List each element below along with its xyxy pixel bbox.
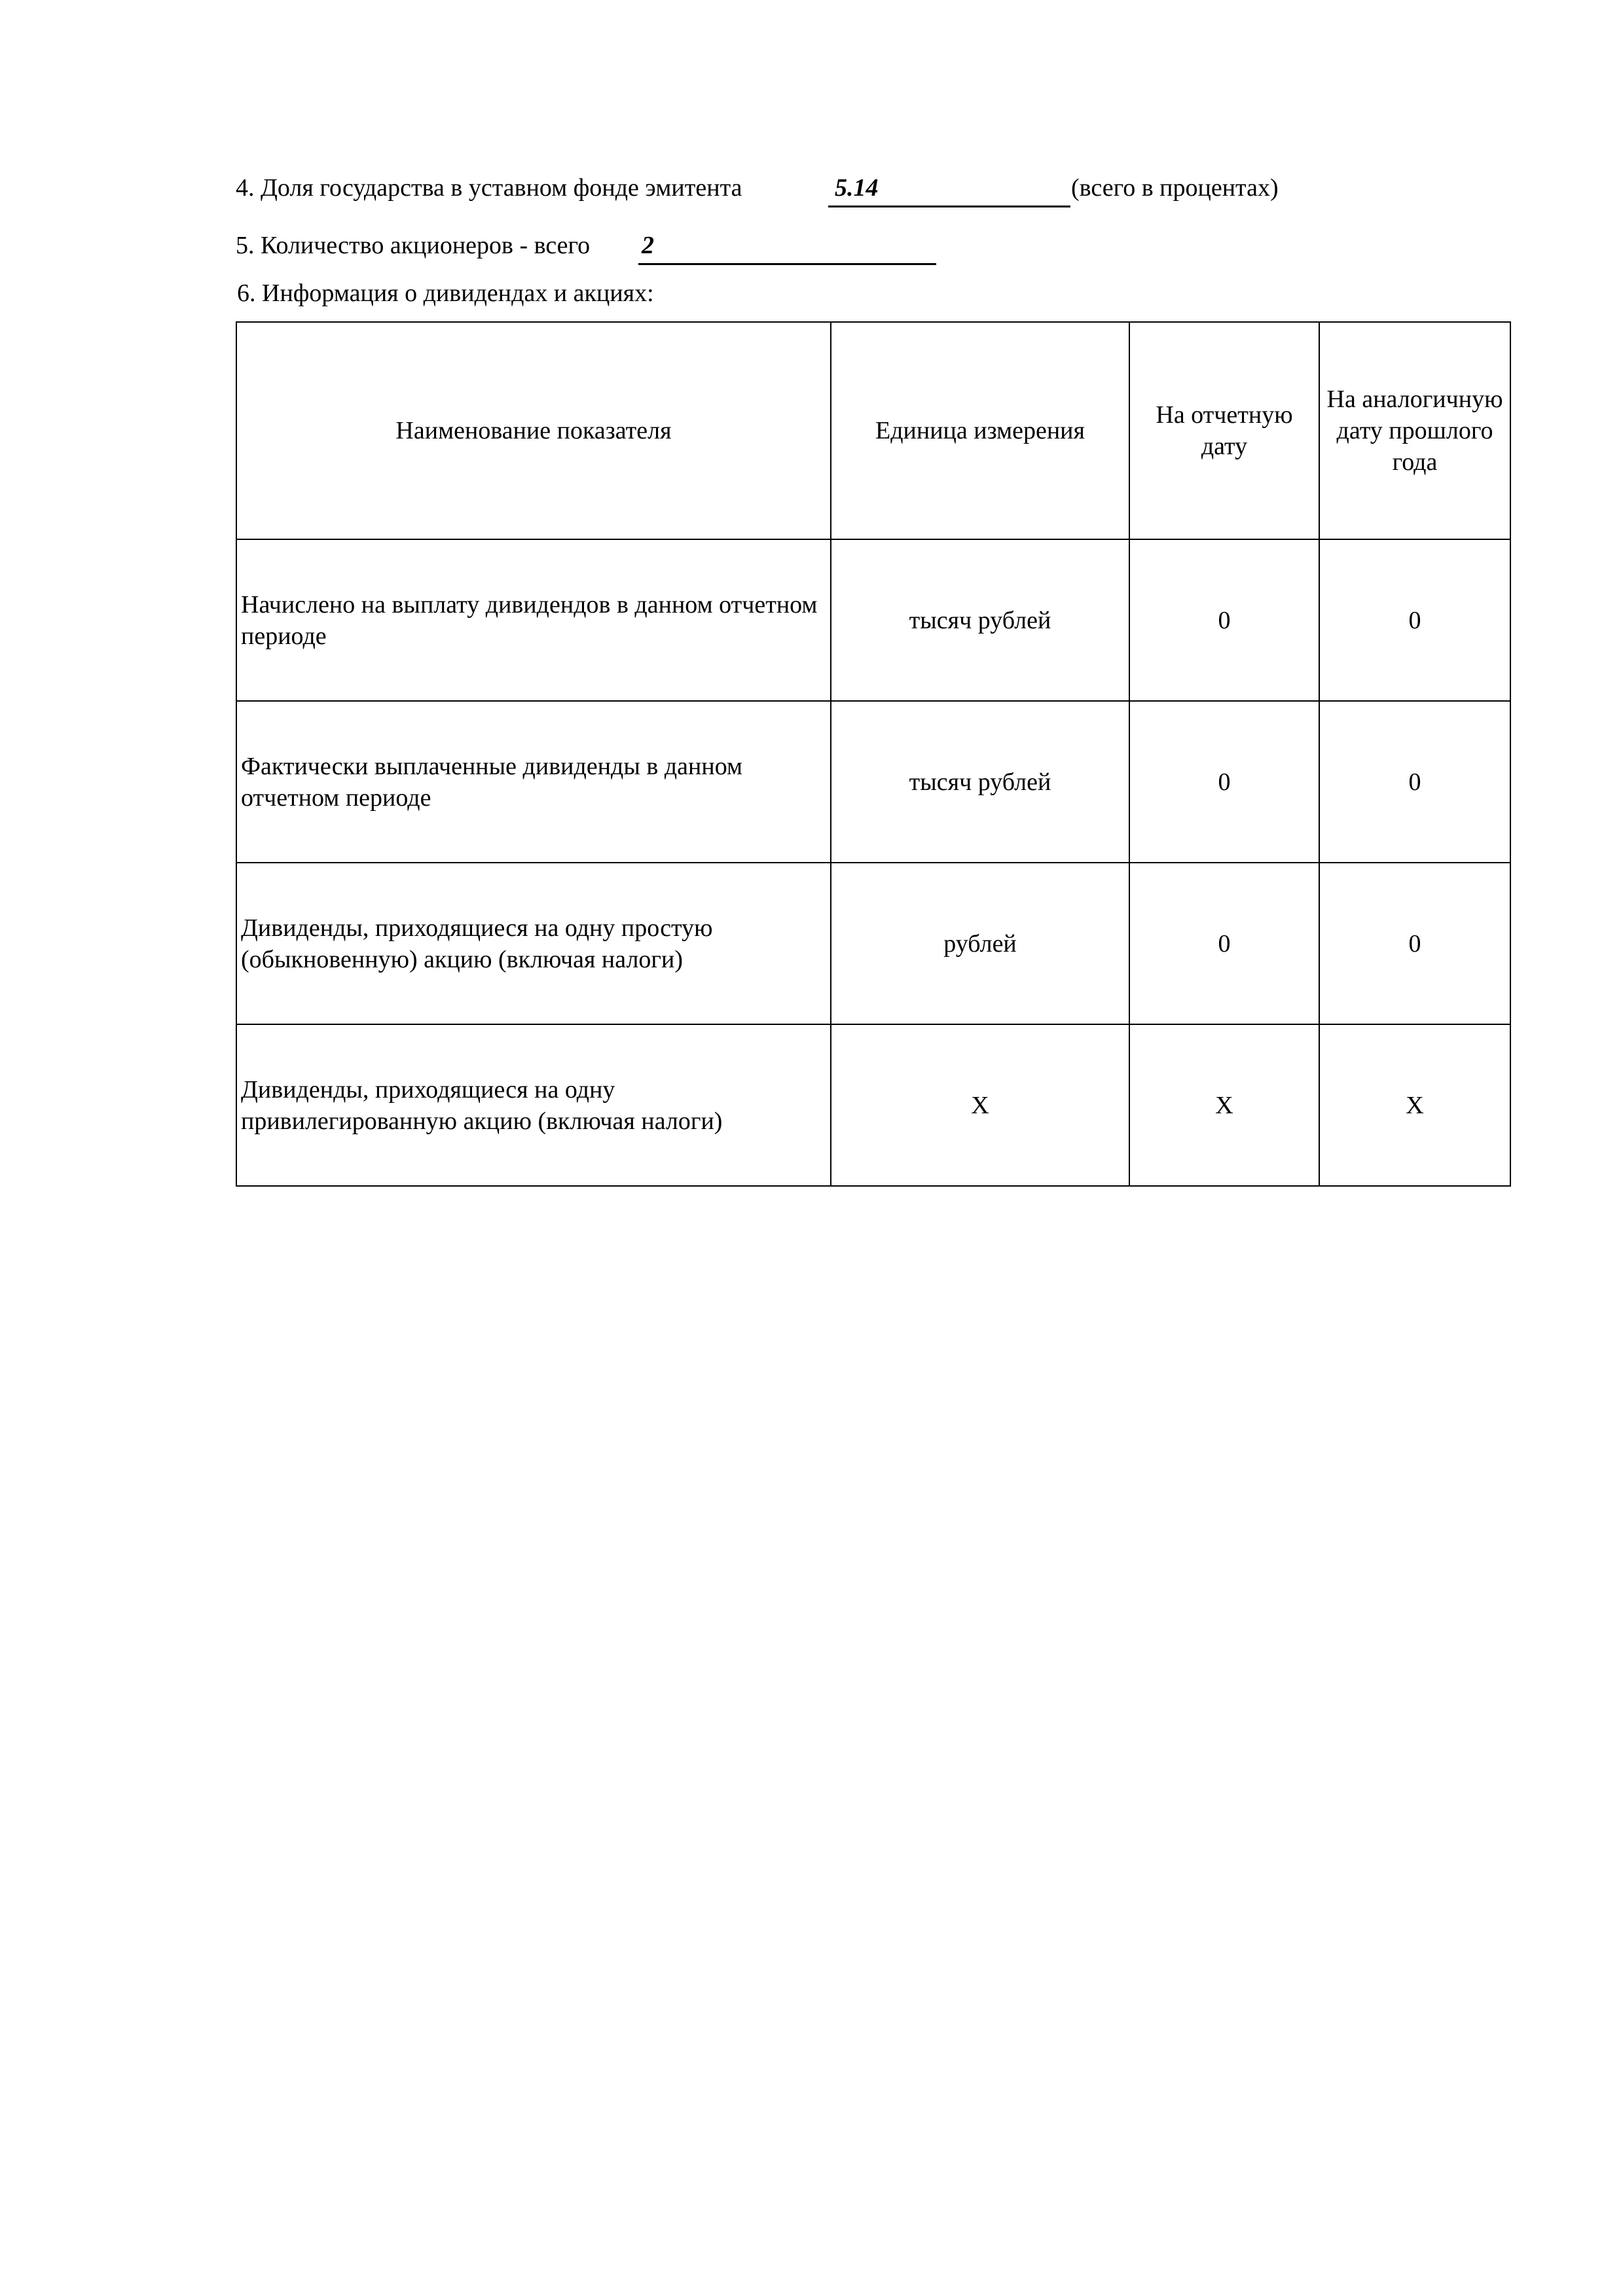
shareholders-value: 2: [642, 232, 654, 259]
row-unit: рублей: [831, 863, 1129, 1024]
table-header-row: [236, 322, 1510, 539]
shareholders-underline: [638, 263, 936, 265]
header-indicator-name: Наименование показателя: [236, 322, 831, 539]
row-current-value: 0: [1129, 539, 1319, 701]
row-current-value: 0: [1129, 863, 1319, 1024]
table-row: [236, 1024, 1510, 1186]
table-row: [236, 701, 1510, 863]
row-unit: тысяч рублей: [831, 701, 1129, 863]
table-row: [236, 863, 1510, 1024]
row-previous-value: 0: [1319, 701, 1510, 863]
row-previous-value: 0: [1319, 863, 1510, 1024]
dividends-table: [236, 321, 1511, 1187]
state-share-label: 4. Доля государства в уставном фонде эмитента: [236, 174, 742, 202]
row-indicator-name: Фактически выплаченные дивиденды в данном отчетном периоде: [236, 701, 831, 863]
row-current-value: 0: [1129, 701, 1319, 863]
row-indicator-name: Начислено на выплату дивидендов в данном отчетном периоде: [236, 539, 831, 701]
state-share-value: 5.14: [835, 174, 879, 202]
shareholders-label: 5. Количество акционеров - всего: [236, 232, 591, 259]
row-indicator-name: Дивиденды, приходящиеся на одну привилегированную акцию (включая налоги): [236, 1024, 831, 1186]
row-current-value: X: [1129, 1024, 1319, 1186]
row-unit: тысяч рублей: [831, 539, 1129, 701]
header-previous-year-date: На аналогичную дату прошлого года: [1319, 322, 1510, 539]
state-share-suffix: (всего в процентах): [1071, 174, 1279, 202]
header-unit: Единица измерения: [831, 322, 1129, 539]
header-reporting-date: На отчетную дату: [1129, 322, 1319, 539]
row-unit: X: [831, 1024, 1129, 1186]
row-previous-value: X: [1319, 1024, 1510, 1186]
row-indicator-name: Дивиденды, приходящиеся на одну простую (обыкновенную) акцию (включая налоги): [236, 863, 831, 1024]
state-share-underline: [828, 206, 1070, 207]
dividends-section-title: 6. Информация о дивидендах и акциях:: [237, 279, 654, 307]
row-previous-value: 0: [1319, 539, 1510, 701]
table-row: [236, 539, 1510, 701]
